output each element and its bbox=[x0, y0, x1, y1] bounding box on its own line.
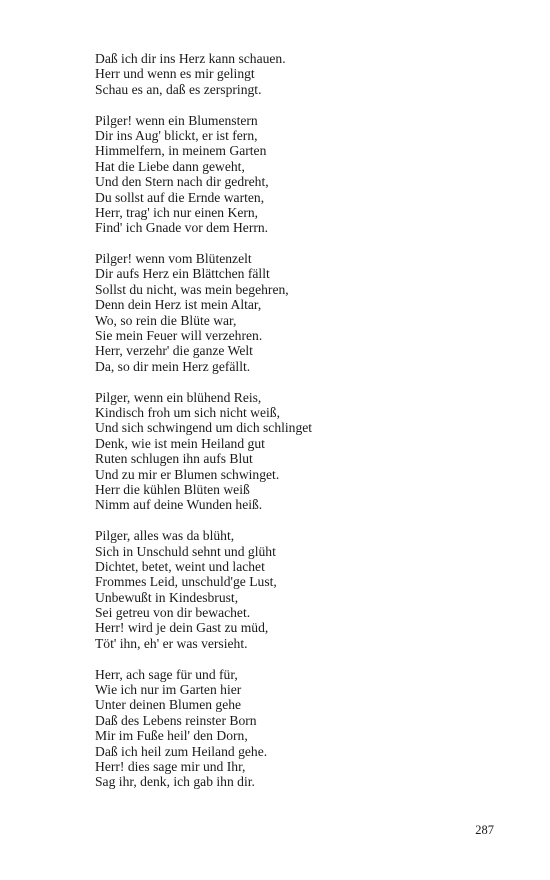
poem-line: Herr, verzehr' die ganze Welt bbox=[95, 343, 253, 359]
poem-line: Herr! wird je dein Gast zu müd, bbox=[95, 620, 269, 636]
poem-line: Daß ich heil zum Heiland gehe. bbox=[95, 743, 268, 759]
poem-line: Nimm auf deine Wunden heiß. bbox=[95, 497, 263, 513]
poem-line: Und zu mir er Blumen schwinget. bbox=[95, 466, 280, 482]
poem-line: Da, so dir mein Herz gefällt. bbox=[95, 358, 251, 374]
poem-line: Du sollst auf die Ernde warten, bbox=[95, 189, 265, 205]
poem-line: Herr! dies sage mir und Ihr, bbox=[95, 758, 246, 774]
poem-line: Pilger, wenn ein blühend Reis, bbox=[95, 389, 262, 405]
stanza bbox=[95, 390, 525, 513]
poem-line: Dir aufs Herz ein Blättchen fällt bbox=[95, 266, 270, 282]
poem-line: Sich in Unschuld sehnt und glüht bbox=[95, 543, 276, 559]
poem-text bbox=[95, 51, 525, 805]
poem-line: Himmelfern, in meinem Garten bbox=[95, 143, 267, 159]
poem-line: Töt' ihn, eh' er was versieht. bbox=[95, 635, 248, 651]
poem-line: Wo, so rein die Blüte war, bbox=[95, 312, 237, 328]
poem-line: Sei getreu von dir bewachet. bbox=[95, 605, 251, 621]
poem-line: Ruten schlugen ihn aufs Blut bbox=[95, 451, 253, 467]
poem-line: Herr und wenn es mir gelingt bbox=[95, 66, 255, 82]
poem-line: Unter deinen Blumen gehe bbox=[95, 697, 242, 713]
stanza bbox=[95, 113, 525, 236]
poem-line: Sie mein Feuer will verzehren. bbox=[95, 328, 263, 344]
poem-line: Und den Stern nach dir gedreht, bbox=[95, 174, 269, 190]
poem-line: Denk, wie ist mein Heiland gut bbox=[95, 435, 265, 451]
poem-line: Frommes Leid, unschuld'ge Lust, bbox=[95, 574, 277, 590]
stanza bbox=[95, 51, 525, 97]
stanza bbox=[95, 667, 525, 790]
poem-line: Find' ich Gnade vor dem Herrn. bbox=[95, 220, 269, 236]
poem-line: Dichtet, betet, weint und lachet bbox=[95, 558, 265, 574]
poem-line: Dir ins Aug' blickt, er ist fern, bbox=[95, 127, 258, 143]
poem-line: Kindisch froh um sich nicht weiß, bbox=[95, 404, 280, 420]
poem-line: Mir im Fuße heil' den Dorn, bbox=[95, 728, 248, 744]
poem-line: Pilger! wenn ein Blumenstern bbox=[95, 112, 258, 128]
page-number: 287 bbox=[475, 823, 494, 837]
poem-line: Sollst du nicht, was mein begehren, bbox=[95, 281, 289, 297]
poem-line: Herr die kühlen Blüten weiß bbox=[95, 481, 250, 497]
stanza bbox=[95, 251, 525, 374]
poem-line: Denn dein Herz ist mein Altar, bbox=[95, 297, 262, 313]
poem-line: Pilger, alles was da blüht, bbox=[95, 528, 235, 544]
poem-line: Unbewußt in Kindesbrust, bbox=[95, 589, 239, 605]
poem-line: Pilger! wenn vom Blütenzelt bbox=[95, 251, 252, 267]
poem-line: Herr, trag' ich nur einen Kern, bbox=[95, 204, 259, 220]
poem-line: Daß ich dir ins Herz kann schauen. bbox=[95, 51, 286, 66]
poem-line: Hat die Liebe dann geweht, bbox=[95, 158, 245, 174]
poem-line: Und sich schwingend um dich schlinget bbox=[95, 420, 313, 436]
poem-line: Sag ihr, denk, ich gab ihn dir. bbox=[95, 774, 255, 790]
stanza bbox=[95, 528, 525, 651]
poem-line: Wie ich nur im Garten hier bbox=[95, 682, 242, 698]
poem-line: Daß des Lebens reinster Born bbox=[95, 712, 257, 728]
poem-line: Herr, ach sage für und für, bbox=[95, 666, 238, 682]
poem-line: Schau es an, daß es zerspringt. bbox=[95, 81, 262, 97]
